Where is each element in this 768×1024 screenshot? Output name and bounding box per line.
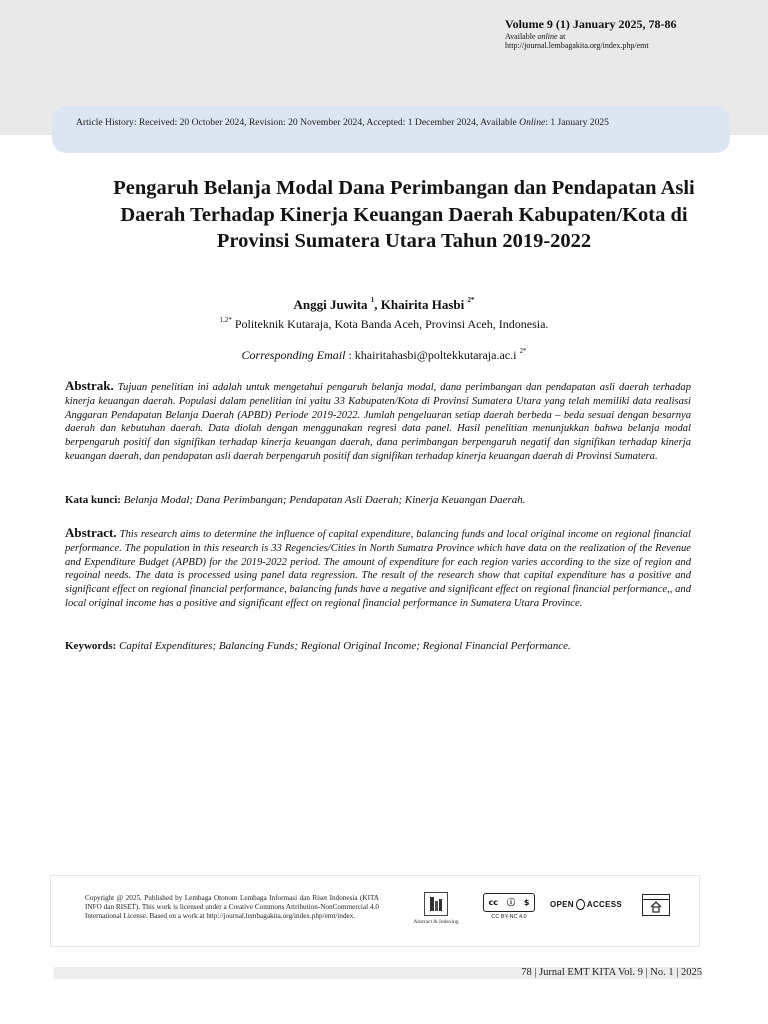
open-access-logo[interactable]: OPEN ACCESS (550, 900, 623, 909)
availability-note: Available online at (505, 31, 566, 41)
abstrak-body: Tujuan penelitian ini adalah untuk mengetahui pengaruh belanja modal, dana perimbangan dan pendapatan asli daerah terhadap kinerja keuangan daerah. Populasi dalam penelitian ini yaitu 33 Kabupaten/Kota di Provinsi Sumatera Utara yang telah memiliki data realisasi Anggaran Pendapatan Belanja Daerah (APBD) Periode 2019-2022. Jumlah pengeluaran setiap daerah berbeda – beda sesuai dengan besarnya daerah dan kebutuhan daerah. Data diolah dengan menggunakan regresi data panel. Hasil penelitian menunjukkan bahwa belanja modal berpengaruh positif dan signifikan terhadap kinerja keuangan daerah, dana perimbangan berpengaruh negatif dan signifikan terhadap kinerja keuangan daerah, dan pendapatan asli daerah berpengaruh positif dan signifikan terhadap kinerja keuangan daerah di Provinsi Sumatera. (65, 382, 691, 462)
cc-by-nc-logo[interactable]: cc ⓘ $ CC BY-NC 4.0 (483, 893, 535, 920)
open-lock-icon (576, 899, 585, 910)
keywords: Keywords: Capital Expenditures; Balancing Funds; Regional Original Income; Regional Financial Performance. (65, 640, 571, 652)
license-footer (50, 875, 700, 947)
cc-icon: cc ⓘ $ (483, 893, 535, 912)
abstract-section (65, 526, 691, 611)
abstrak-heading: Abstrak. (65, 378, 114, 393)
abstract-body: This research aims to determine the influence of capital expenditure, balancing funds and local original income on regional financial performance. The population in this research is 33 Regencies/Cities in North Sumatra Province which have data on the realization of the Revenue and Expenditure Budget (APBD) for the 2019-2022 period. The amount of expenditure for each region varies according to the size of region and regoinal needs. The data is processed using panel data regression. The result of the research show that capital expenditure has a positive and significant effect on regional financial performance, balancing funds have a negative and significant effect on regional financial performance,, and local original income has a positive and significant effect on regional financial performance in Sumatera Utara Province. (65, 529, 691, 609)
indexing-icon (424, 892, 448, 916)
website-home-icon[interactable] (642, 894, 670, 916)
author-2: Khairita Hasbi (380, 297, 465, 312)
journal-info (505, 18, 745, 50)
affiliation: $^{1,2*}$ Politeknik Kutaraja, Kota Banda Aceh, Provinsi Aceh, Indonesia. (219, 316, 549, 331)
kata-kunci: Kata kunci: Belanja Modal; Dana Perimbangan; Pendapatan Asli Daerah; Kinerja Keuangan Daerah. (65, 494, 526, 506)
paper-title: Pengaruh Belanja Modal Dana Perimbangan dan Pendapatan Asli Daerah Terhadap Kinerja Keuangan Daerah Kabupaten/Kota di Provinsi Sumatera Utara Tahun 2019-2022 (113, 177, 695, 252)
volume-info: Volume 9 (1) January 2025, 78-86 (505, 17, 677, 31)
corresponding-email: Corresponding Email : khairitahasbi@poltekkutaraja.ac.i $^{2*}$ (241, 347, 527, 362)
journal-url[interactable]: http://journal.lembagakita.org/index.php/emt (505, 40, 649, 50)
authors: Anggi Juwita $^1$, Khairita Hasbi $^{2*}$ (293, 296, 475, 312)
abstrak-section (65, 379, 691, 464)
abstract-heading: Abstract. (65, 525, 117, 540)
abstracting-indexing-logo[interactable]: Abstract & Indexing (406, 892, 466, 925)
page-footer: 78 | Jurnal EMT KITA Vol. 9 | No. 1 | 2025 (54, 967, 702, 979)
copyright-text: Copyright @ 2025. Published by Lembaga Otonom Lembaga Informasi dan Riset Indonesia (KITA INFO dan RISET). This work is licensed under a Creative Commons Attribution-NonCommercial 4.0 International License. Based on a work at http://journal.lembagakita.org/index.php/emt/index. (85, 894, 379, 921)
article-history: Article History: Received: 20 October 2024, Revision: 20 November 2024, Accepted: 1 December 2024, Available Online: 1 January 2025 (52, 106, 730, 153)
author-1: Anggi Juwita (293, 297, 368, 312)
